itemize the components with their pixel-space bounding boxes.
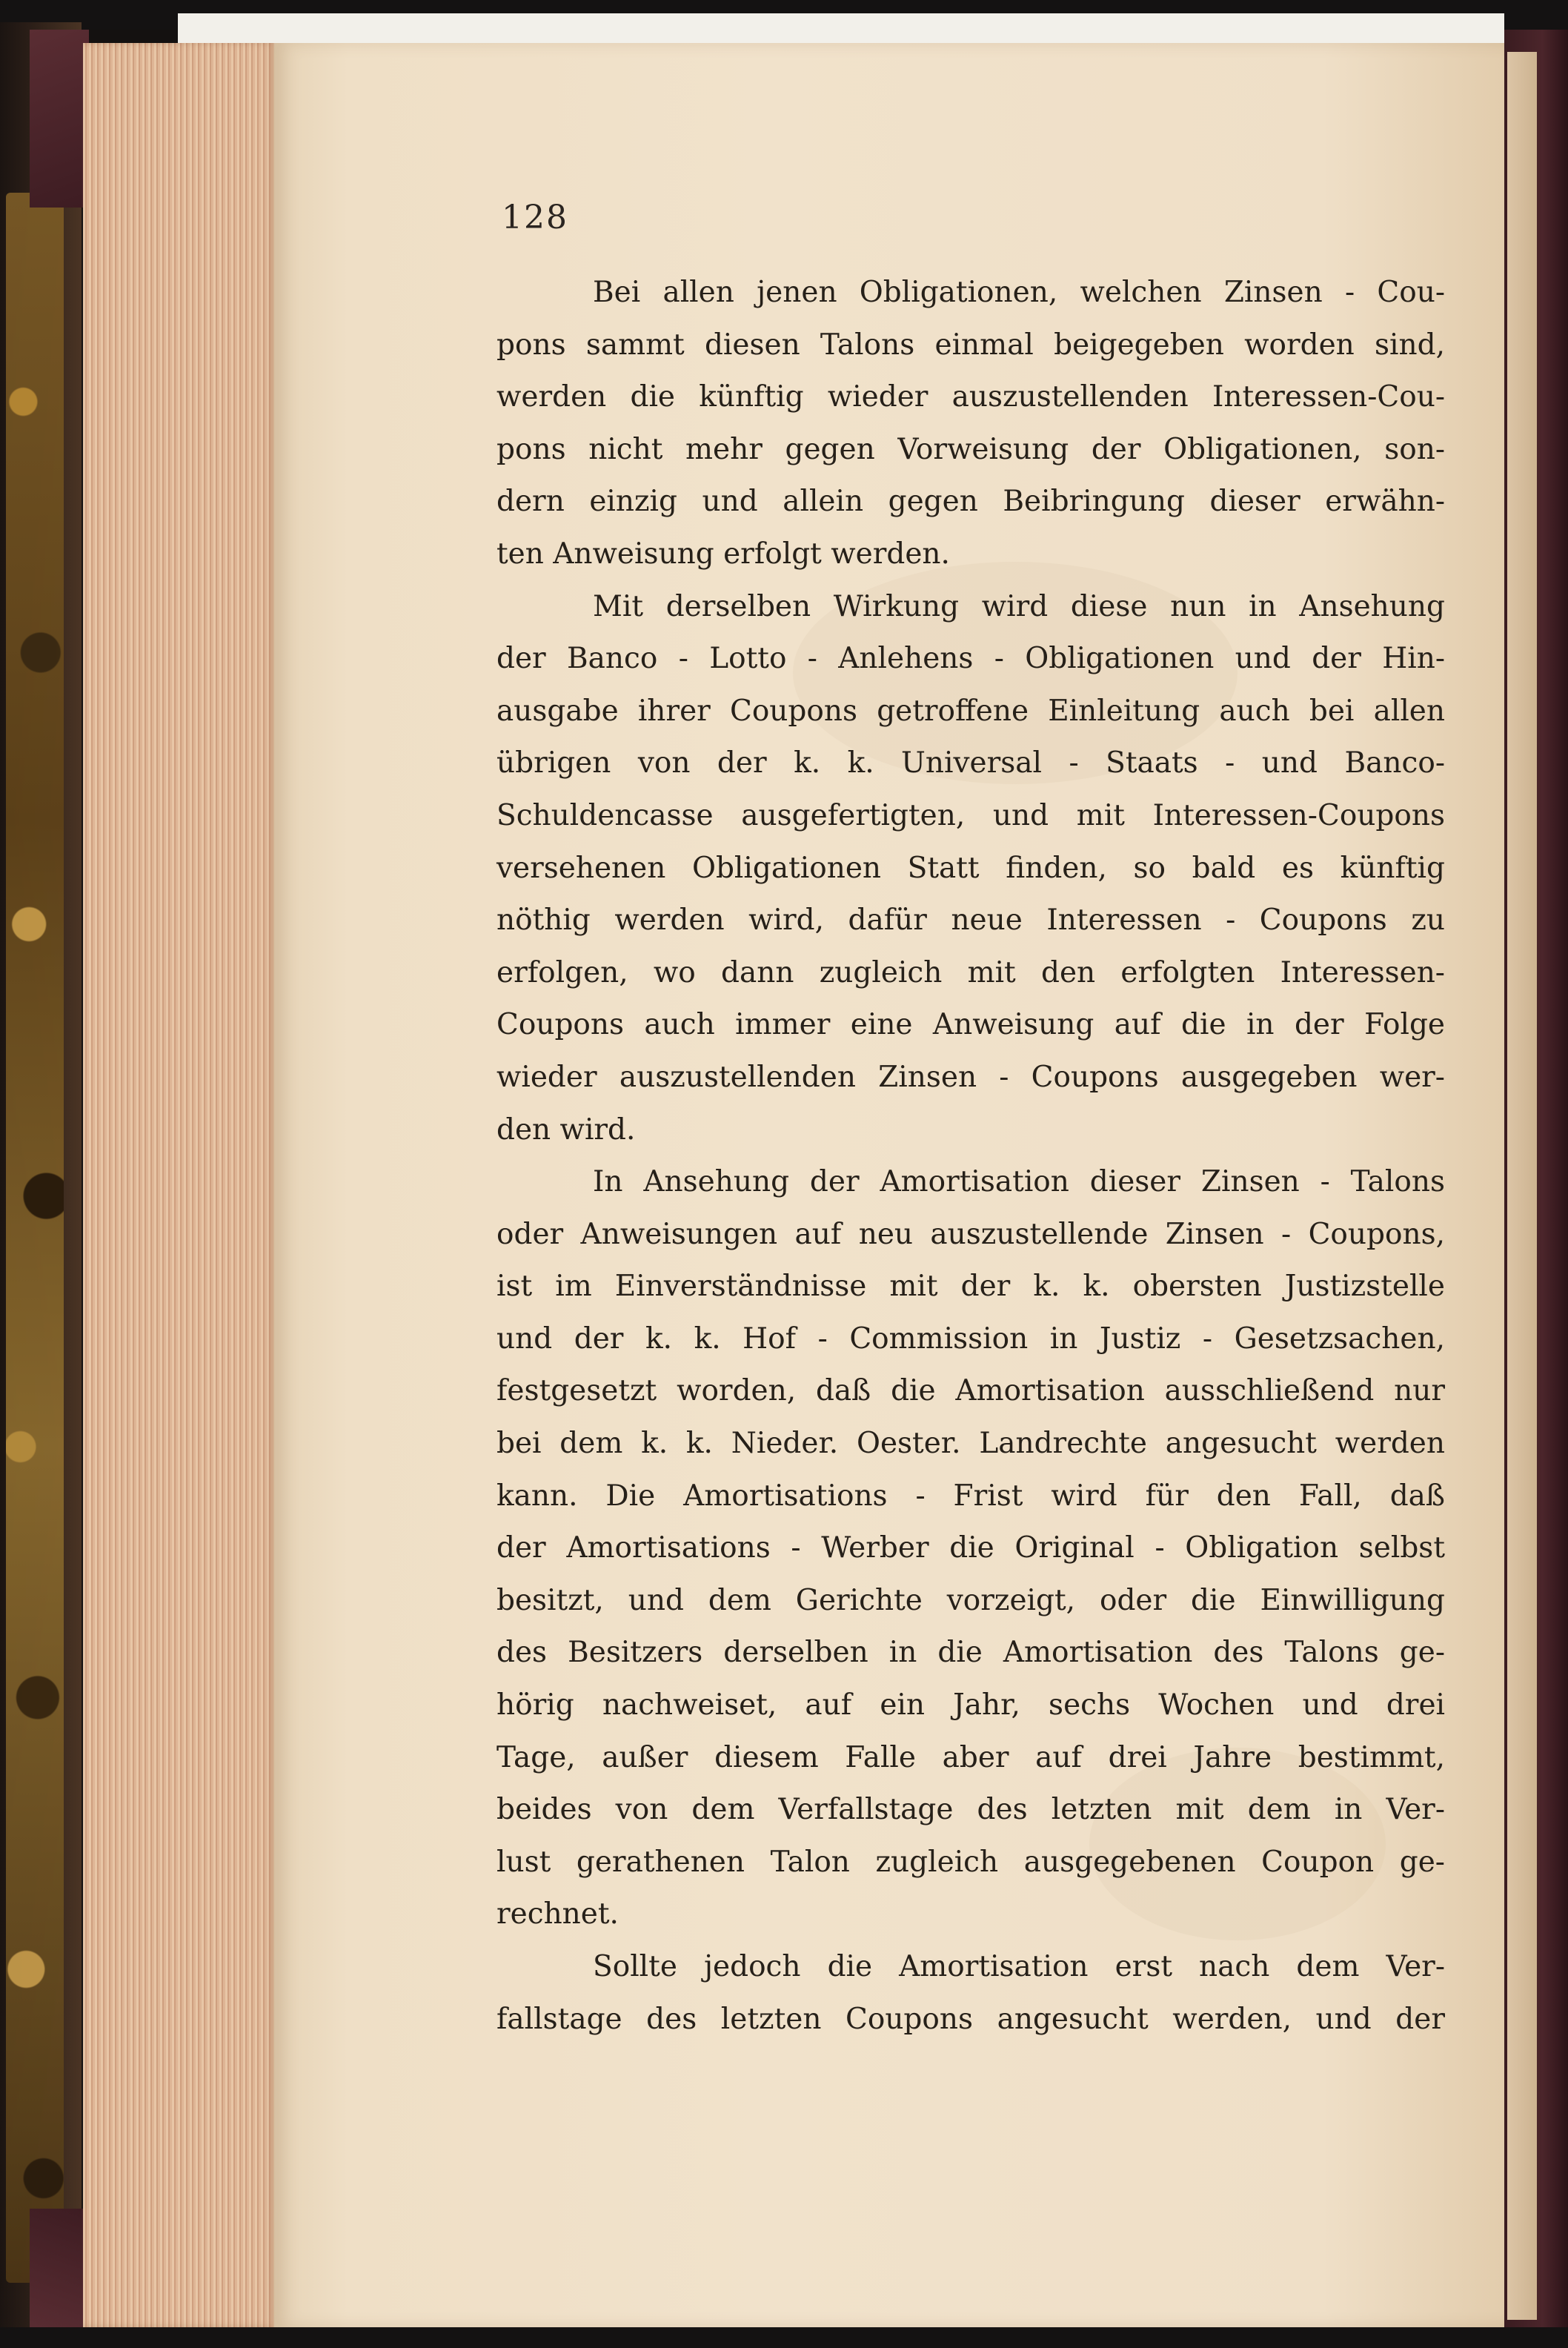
text-line: des Besitzers derselben in die Amortisation des Talons ge- xyxy=(496,1636,1445,1670)
text-line: ist im Einverständnisse mit der k. k. obersten Justizstelle xyxy=(496,1270,1445,1304)
marbled-board xyxy=(6,193,64,2283)
text-line: wieder auszustellenden Zinsen - Coupons ausgegeben wer- xyxy=(496,1060,1445,1094)
text-line: kann. Die Amortisations - Frist wird für den Fall, daß xyxy=(496,1479,1445,1513)
text-line: Schuldencasse ausgefertigten, und mit Interessen-Coupons xyxy=(496,798,1445,832)
text-line: lust gerathenen Talon zugleich ausgegebenen Coupon ge- xyxy=(496,1845,1445,1879)
text-line: der Amortisations - Werber die Original - Obligation selbst xyxy=(496,1531,1445,1565)
text-line: fallstage des letzten Coupons angesucht werden, und der xyxy=(496,2002,1445,2036)
text-line: werden die künftig wieder auszustellenden Interessen-Cou- xyxy=(496,380,1445,414)
text-line: und der k. k. Hof - Commission in Justiz - Gesetzsachen, xyxy=(496,1321,1445,1356)
text-line: versehenen Obligationen Statt finden, so bald es künftig xyxy=(496,851,1445,885)
text-line: erfolgen, wo dann zugleich mit den erfolgten Interessen- xyxy=(496,955,1445,989)
text-line: beides von dem Verfallstage des letzten mit dem in Ver- xyxy=(496,1793,1445,1827)
text-line: Tage, außer diesem Falle aber auf drei Jahre bestimmt, xyxy=(496,1740,1445,1774)
text-line: ausgabe ihrer Coupons getroffene Einleitung auch bei allen xyxy=(496,694,1445,728)
text-line: pons sammt diesen Talons einmal beigegeben worden sind, xyxy=(496,328,1445,362)
leather-corner-top xyxy=(30,30,89,208)
text-line: Mit derselben Wirkung wird diese nun in Ansehung xyxy=(593,589,1445,623)
text-line: hörig nachweiset, auf ein Jahr, sechs Wochen und drei xyxy=(496,1688,1445,1722)
text-line: Coupons auch immer eine Anweisung auf die in der Folge xyxy=(496,1008,1445,1042)
text-line: ten Anweisung erfolgt werden. xyxy=(496,537,950,571)
text-line: besitzt, und dem Gerichte vorzeigt, oder die Einwilligung xyxy=(496,1583,1445,1617)
leather-corner-bottom xyxy=(30,2209,89,2335)
page-edges xyxy=(83,43,276,2327)
text-line: bei dem k. k. Nieder. Oester. Landrechte angesucht werden xyxy=(496,1427,1445,1461)
text-line: Sollte jedoch die Amortisation erst nach dem Ver- xyxy=(593,1950,1445,1983)
top-margin xyxy=(0,0,1568,30)
text-line: oder Anweisungen auf neu auszustellende Zinsen - Coupons, xyxy=(496,1217,1445,1251)
text-line: In Ansehung der Amortisation dieser Zinsen - Talons xyxy=(593,1165,1445,1199)
text-line: festgesetzt worden, daß die Amortisation ausschließend nur xyxy=(496,1374,1445,1408)
next-page-edge xyxy=(1507,52,1537,2320)
top-edge-strip xyxy=(178,13,1504,43)
bottom-margin xyxy=(0,2327,1568,2348)
page-text xyxy=(496,267,1445,2046)
text-line: dern einzig und allein gegen Beibringung dieser erwähn- xyxy=(496,485,1445,519)
text-line: nöthig werden wird, dafür neue Interessen - Coupons zu xyxy=(496,903,1445,938)
text-line: rechnet. xyxy=(496,1897,619,1931)
page-number: 128 xyxy=(502,199,568,236)
text-line: pons nicht mehr gegen Vorweisung der Obligationen, son- xyxy=(496,432,1445,466)
text-line: den wird. xyxy=(496,1112,636,1147)
text-line: übrigen von der k. k. Universal - Staats - und Banco- xyxy=(496,746,1445,780)
text-line: Bei allen jenen Obligationen, welchen Zinsen - Cou- xyxy=(593,276,1445,309)
text-line: der Banco - Lotto - Anlehens - Obligationen und der Hin- xyxy=(496,642,1445,676)
